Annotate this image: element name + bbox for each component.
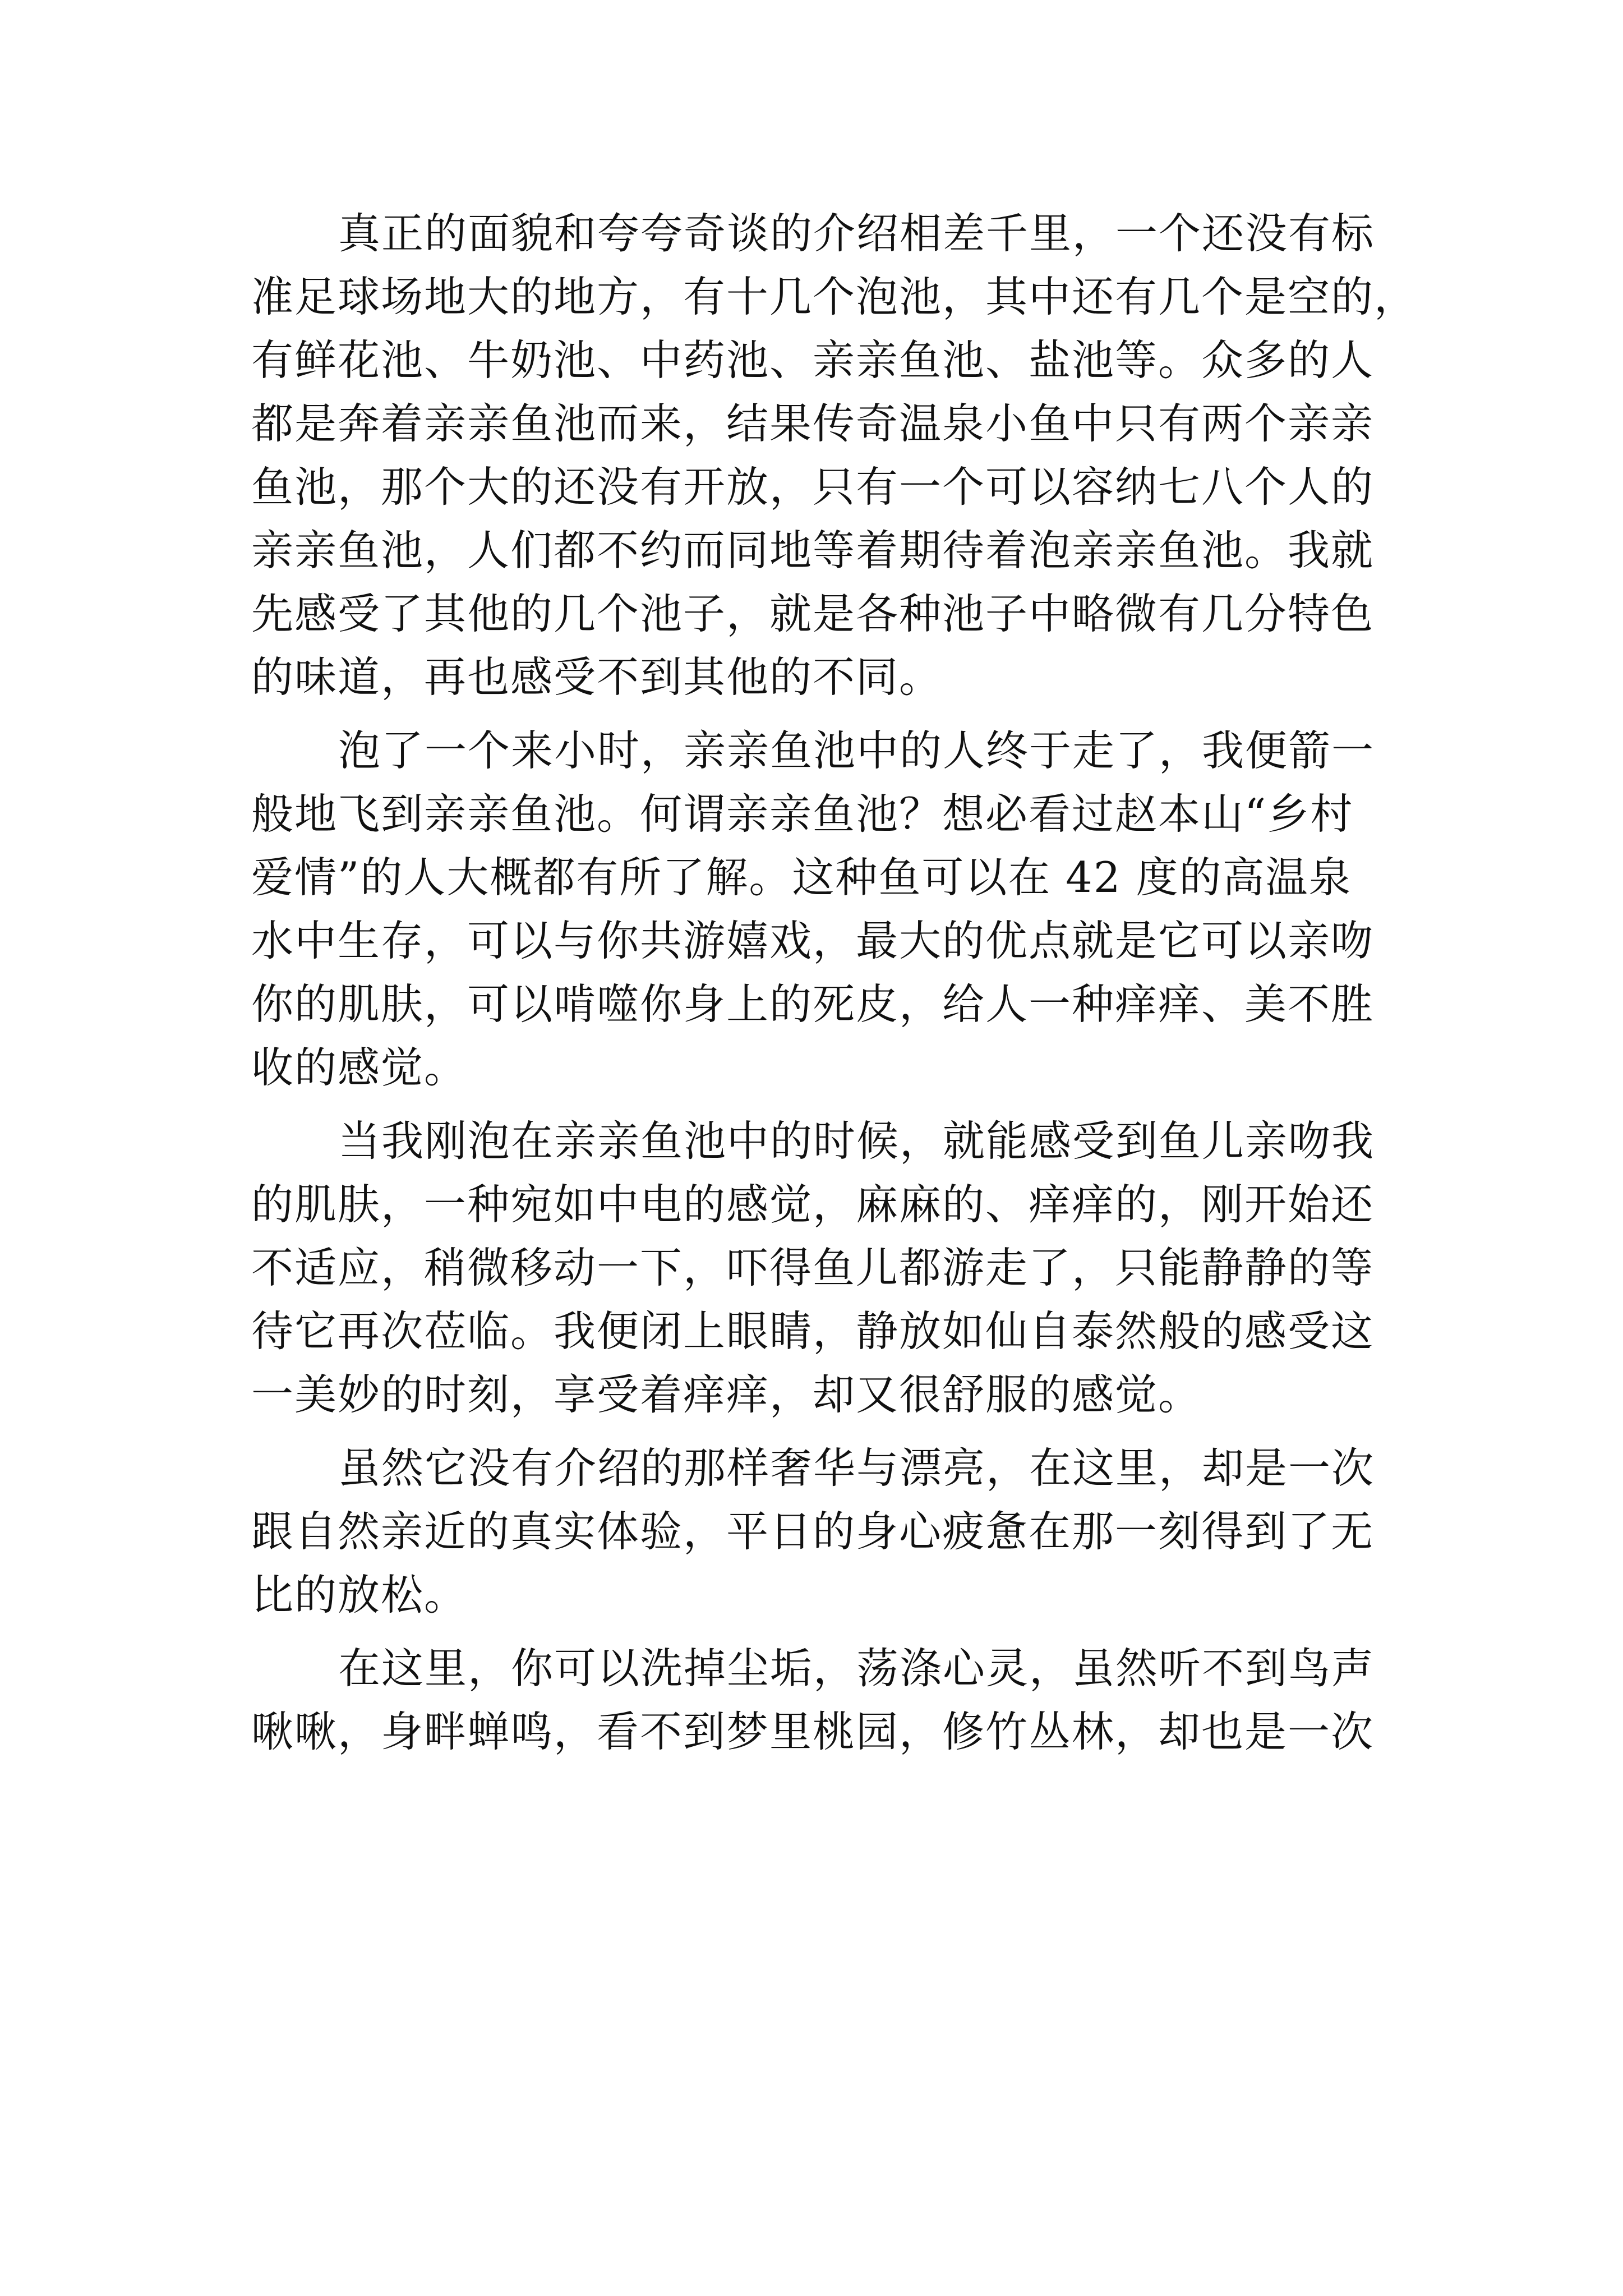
- text-line: 准足球场地大的地方，有十几个泡池，其中还有几个是空的，: [251, 272, 1418, 321]
- text-line: 当我刚泡在亲亲鱼池中的时候，就能感受到鱼儿亲吻我: [338, 1116, 1375, 1166]
- text-line: 亲亲鱼池，人们都不约而同地等着期待着泡亲亲鱼池。我就: [251, 526, 1375, 575]
- text-line: 爱情”的人大概都有所了解。这种鱼可以在 42 度的高温泉: [251, 853, 1352, 902]
- text-line: 般地飞到亲亲鱼池。何谓亲亲鱼池？想必看过赵本山“乡村: [251, 789, 1354, 839]
- text-line: 有鲜花池、牛奶池、中药池、亲亲鱼池、盐池等。众多的人: [251, 335, 1375, 385]
- text-line: 泡了一个来小时，亲亲鱼池中的人终于走了，我便箭一: [338, 726, 1375, 775]
- text-line: 水中生存，可以与你共游嬉戏，最大的优点就是它可以亲吻: [251, 916, 1375, 965]
- text-line: 跟自然亲近的真实体验，平日的身心疲惫在那一刻得到了无: [251, 1507, 1375, 1556]
- paragraph-4: [251, 1437, 1381, 1627]
- text-line: 不适应，稍微移动一下，吓得鱼儿都游走了，只能静静的等: [251, 1243, 1375, 1292]
- text-line: 啾啾，身畔蝉鸣，看不到梦里桃园，修竹丛林，却也是一次: [251, 1707, 1375, 1756]
- text-line: 先感受了其他的几个池子，就是各种池子中略微有几分特色: [251, 589, 1375, 638]
- text-line: 一美妙的时刻，享受着痒痒，却又很舒服的感觉。: [251, 1370, 1202, 1419]
- text-line: 真正的面貌和夸夸奇谈的介绍相差千里，一个还没有标: [338, 209, 1375, 258]
- text-line: 你的肌肤，可以啃噬你身上的死皮，给人一种痒痒、美不胜: [251, 979, 1375, 1029]
- paragraph-5: [251, 1637, 1381, 1764]
- text-line: 都是奔着亲亲鱼池而来，结果传奇温泉小鱼中只有两个亲亲: [251, 399, 1375, 448]
- document-body: [251, 202, 1418, 1764]
- text-line: 的味道，再也感受不到其他的不同。: [251, 652, 943, 702]
- text-line: 收的感觉。: [251, 1043, 468, 1092]
- text-line: 虽然它没有介绍的那样奢华与漂亮，在这里，却是一次: [338, 1443, 1375, 1493]
- text-line: 在这里，你可以洗掉尘垢，荡涤心灵，虽然听不到鸟声: [338, 1644, 1375, 1693]
- paragraph-3: [251, 1110, 1381, 1427]
- paragraph-2: [251, 719, 1381, 1099]
- text-line: 鱼池，那个大的还没有开放，只有一个可以容纳七八个人的: [251, 462, 1375, 512]
- text-line: 比的放松。: [251, 1570, 468, 1619]
- paragraph-1: [251, 202, 1418, 709]
- text-line: 的肌肤，一种宛如中电的感觉，麻麻的、痒痒的，刚开始还: [251, 1180, 1375, 1229]
- text-line: 待它再次莅临。我便闭上眼睛，静放如仙自泰然般的感受这: [251, 1306, 1375, 1356]
